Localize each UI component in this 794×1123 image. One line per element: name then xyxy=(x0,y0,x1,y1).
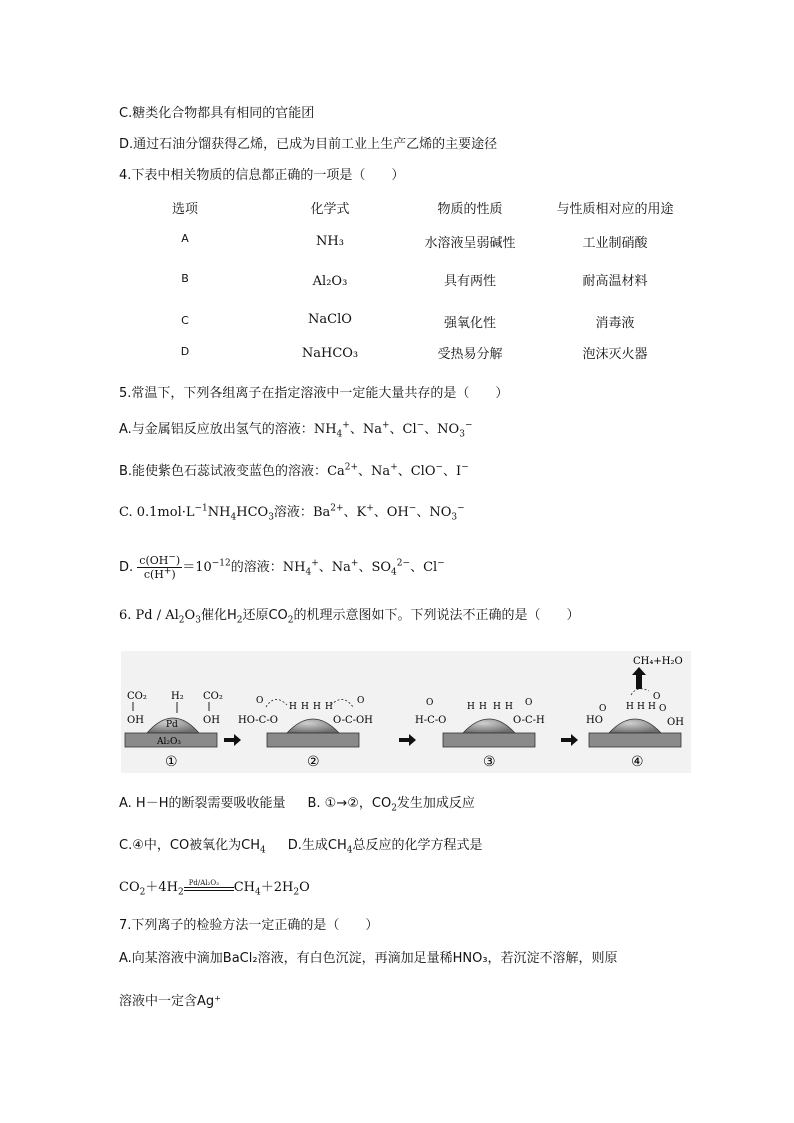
arrow-right-icon xyxy=(399,734,416,746)
table-cell-use: 耐高温材料 xyxy=(582,274,648,289)
table-cell-use: 消毒液 xyxy=(595,316,635,331)
o-label: O xyxy=(525,698,533,708)
table-cell-formula: Al₂O₃ xyxy=(312,274,348,289)
oh-label: OH xyxy=(203,715,220,726)
q6-option-d: D.生成$CH_4$总反应的化学方程式是 xyxy=(287,838,483,856)
stage-number: ③ xyxy=(483,754,496,770)
q7-option-a-continued: 溶液中一定含Ag⁺ xyxy=(119,994,222,1009)
ratio-fraction: $\frac{c(OH^-)}{c(H^+)}$ xyxy=(139,552,181,581)
stage-4 xyxy=(586,656,684,770)
h-label: H xyxy=(493,702,501,712)
h-label: H xyxy=(479,702,487,712)
q7-option-a: A.向某溶液中滴加BaCl₂溶液，有白色沉淀，再滴加足量稀HNO₃，若沉淀不溶解，则原 xyxy=(119,951,618,966)
q6-stem: 6. Pd / $Al_2O_3$催化$H_2$还原$CO_2$的机理示意图如下。下列说法不正确的是（ ） xyxy=(119,608,580,626)
arrow-right-icon xyxy=(224,734,241,746)
q6-option-c: C.④中，CO被氧化为$CH_4$ xyxy=(119,838,266,856)
stage-number: ② xyxy=(307,754,320,770)
al2o3-support xyxy=(589,733,681,747)
ho-label: HO xyxy=(586,715,603,726)
table-cell-option: C xyxy=(181,314,189,327)
q5-option-a: A.与金属铝反应放出氢气的溶液：$NH_4^+$、Na+、Cl−、$NO_3^-$ xyxy=(119,420,473,440)
o-label: O xyxy=(599,704,607,714)
h-label: H xyxy=(325,702,333,712)
q4-stem: 4.下表中相关物质的信息都正确的一项是（ ） xyxy=(119,168,405,183)
table-cell-option: B xyxy=(181,272,189,285)
stage-number: ④ xyxy=(631,754,644,770)
arrow-right-icon xyxy=(561,734,578,746)
mechanism-svg xyxy=(121,651,691,773)
h-label: H xyxy=(648,702,656,712)
h-label: H xyxy=(626,702,634,712)
dashed-arrow xyxy=(266,699,287,707)
table-cell-formula: NaHCO₃ xyxy=(301,346,359,361)
co2-label: CO₂ xyxy=(127,691,147,702)
table-cell-property: 强氧化性 xyxy=(443,316,496,331)
table-cell-use: 泡沫灭火器 xyxy=(582,347,648,362)
q5-option-c: C. $0.1mol\cdot L^{-1}NH_4HCO_3$溶液：$Ba^{2+}$、K+、OH−、$NO_3^-$ xyxy=(119,503,465,523)
h2-label: H₂ xyxy=(171,691,184,702)
stage-number: ① xyxy=(165,754,178,770)
q3-option-d: D.通过石油分馏获得乙烯，已成为目前工业上生产乙烯的主要途径 xyxy=(119,137,498,152)
intermediate-label: O-C-H xyxy=(513,715,545,726)
table-cell-property: 具有两性 xyxy=(443,274,496,289)
product-label: CH₄+H₂O xyxy=(633,656,683,667)
table-cell-property: 水溶液呈弱碱性 xyxy=(424,236,516,251)
intermediate-label: O-C-OH xyxy=(333,715,373,726)
equation-condition: Pd/Al₂O₃ xyxy=(184,881,234,895)
pd-label: Pd xyxy=(166,720,178,730)
o-label: O xyxy=(426,698,434,708)
pd-particle xyxy=(287,719,339,733)
dashed-arrow xyxy=(331,699,353,707)
h-label: H xyxy=(467,702,475,712)
intermediate-label: HO-C-O xyxy=(238,715,278,726)
q6-option-a: A. H－H的断裂需要吸收能量 xyxy=(119,796,286,811)
q5-stem: 5.常温下，下列各组离子在指定溶液中一定能大量共存的是（ ） xyxy=(119,386,509,401)
o-label: O xyxy=(256,696,264,706)
o-label: O xyxy=(653,692,661,702)
intermediate-label: H-C-O xyxy=(415,715,447,726)
support-label: Al₂O₃ xyxy=(157,737,181,747)
table-header: 物质的性质 xyxy=(437,202,503,217)
h-label: H xyxy=(301,702,309,712)
o-label: O xyxy=(659,704,667,714)
stage-2 xyxy=(238,696,373,770)
q3-option-c: C.糖类化合物都具有相同的官能团 xyxy=(119,106,315,121)
stage-1 xyxy=(125,691,223,770)
q6-option-c-and-d xyxy=(119,838,483,854)
h-label: H xyxy=(505,702,513,712)
arrow-up-icon xyxy=(632,667,646,689)
co2-label: CO₂ xyxy=(203,691,223,702)
dashed-arrow xyxy=(631,689,649,695)
h-label: H xyxy=(637,702,645,712)
q5-option-d: D. $\frac{c(OH^-)}{c(H^+)}$ $=10^{-12}$的溶液：$NH_4^+$、Na+、$SO_4^{2-}$、Cl− xyxy=(119,552,445,581)
q5-option-b: B.能使紫色石蕊试液变蓝色的溶液：$Ca^{2+}$、Na+、ClO−、I− xyxy=(119,462,469,479)
oh-label: OH xyxy=(127,715,144,726)
table-cell-option: A xyxy=(181,232,189,245)
table-cell-formula: NH₃ xyxy=(316,234,344,249)
table-cell-formula: NaClO xyxy=(308,312,352,327)
stage-3 xyxy=(415,698,545,770)
al2o3-support xyxy=(267,733,359,747)
pd-particle xyxy=(463,719,515,733)
mechanism-diagram xyxy=(121,651,691,773)
table-header: 与性质相对应的用途 xyxy=(556,202,674,217)
table-cell-use: 工业制硝酸 xyxy=(582,236,648,251)
table-cell-option: D xyxy=(180,345,190,358)
pd-particle xyxy=(609,719,661,733)
q6-option-a-and-b xyxy=(119,796,475,812)
table-cell-property: 受热易分解 xyxy=(437,347,503,362)
q6-option-b: B. ①→②，$CO_2$发生加成反应 xyxy=(307,796,475,814)
q7-stem: 7.下列离子的检验方法一定正确的是（ ） xyxy=(119,918,379,933)
q6-equation: $CO_2+4H_2$ Pd/Al₂O₃ $CH_4+2H_2O$ xyxy=(119,878,310,898)
table-header: 选项 xyxy=(171,202,198,217)
table-header: 化学式 xyxy=(310,202,350,217)
oh-label: OH xyxy=(667,717,684,728)
h-label: H xyxy=(313,702,321,712)
al2o3-support xyxy=(443,733,535,747)
o-label: O xyxy=(357,696,365,706)
h-label: H xyxy=(289,702,297,712)
